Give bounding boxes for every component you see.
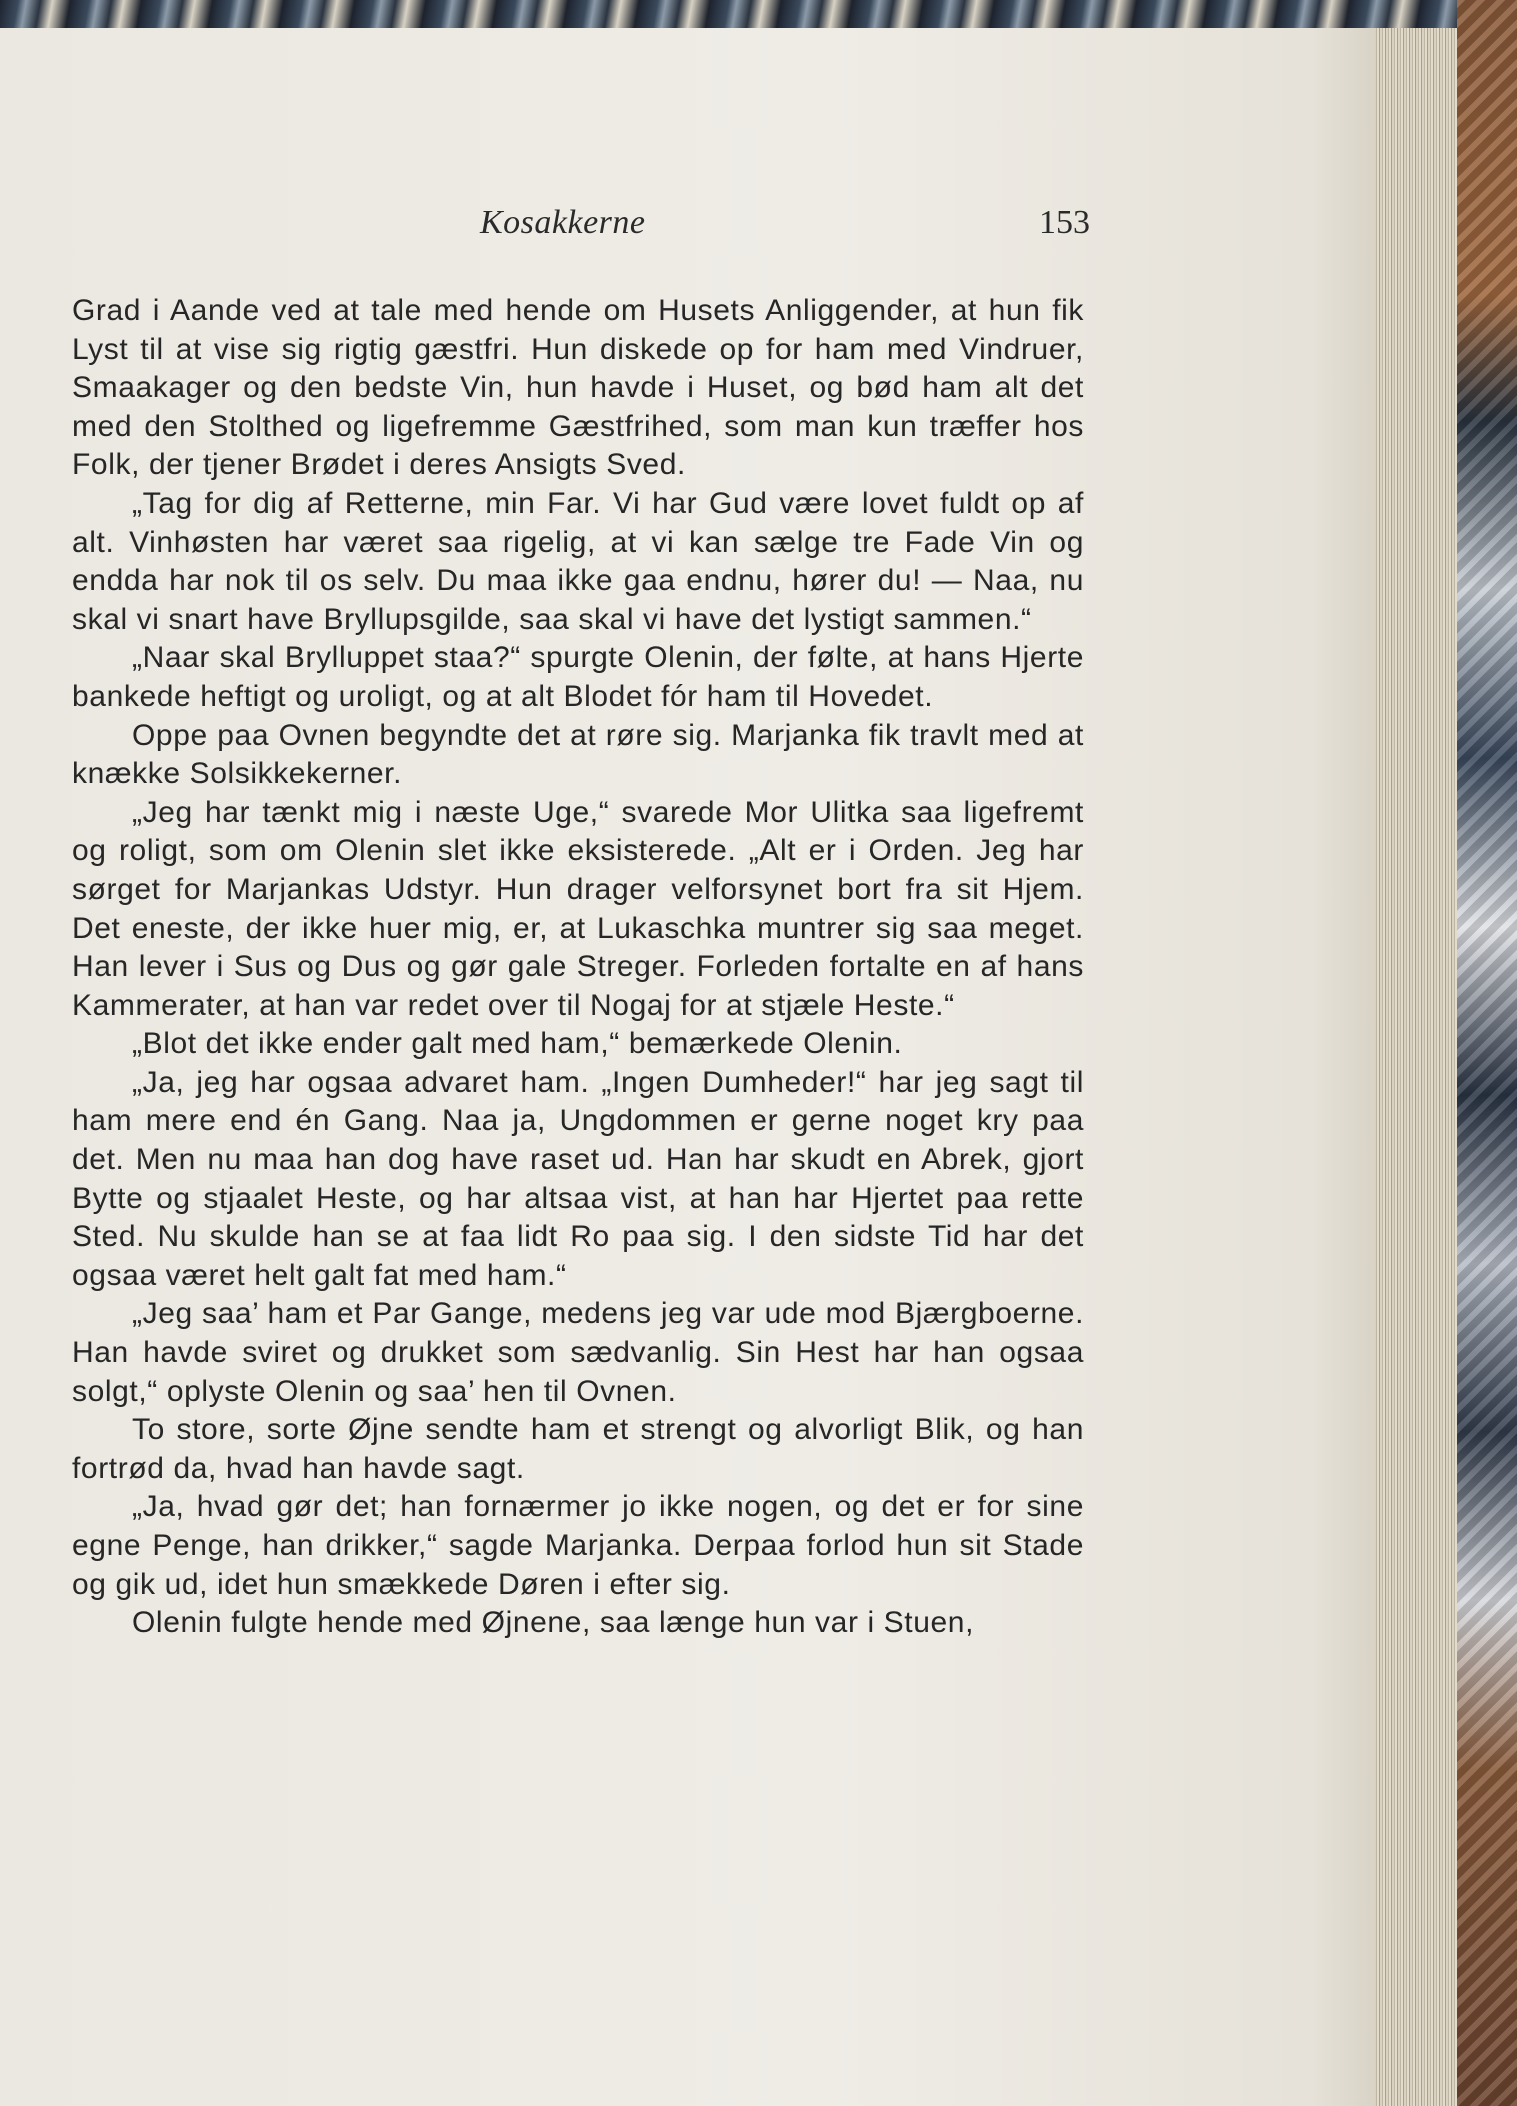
paragraph: „Blot det ikke ender galt med ham,“ bemærkede Olenin. — [132, 1027, 903, 1061]
marbled-cover-edge — [1457, 0, 1517, 2106]
paragraph: Oppe paa Ovnen begyndte det at røre sig. Marjanka fik travlt med at knække Solsikkekerner. — [72, 718, 1084, 791]
paragraph: Olenin fulgte hende med Øjnene, saa længe hun var i Stuen, — [132, 1606, 975, 1640]
paragraph: „Tag for dig af Retterne, min Far. Vi har Gud være lovet fuldt op af alt. Vinhøsten har været saa rigelig, at vi kan sælge tre Fade Vin og endda har nok til os selv. Du maa ikke gaa endnu, hører du! — Naa, nu skal vi snart have Bryllupsgilde, saa skal vi have det lystigt sammen.“ — [72, 486, 1084, 636]
marbled-top-edge — [0, 0, 1517, 30]
paragraph: „Ja, jeg har ogsaa advaret ham. „Ingen Dumheder!“ har jeg sagt til ham mere end én Gang. Naa ja, Ungdommen er gerne noget kry paa det. Men nu maa han dog have raset ud. Han har skudt en Abrek, gjort Bytte og stjaalet Heste, og har altsaa vist, at han har Hjertet paa rette Sted. Nu skulde han se at faa lidt Ro paa sig. I den sidste Tid har det ogsaa været helt galt fat med ham.“ — [72, 1065, 1084, 1292]
paragraph: „Jeg saa’ ham et Par Gange, medens jeg var ude mod Bjærgboerne. Han havde sviret og drukket som sædvanlig. Sin Hest har han ogsaa solgt,“ oplyste Olenin og saa’ hen til Ovnen. — [72, 1297, 1084, 1408]
page-edges — [1374, 28, 1459, 2106]
page-header — [70, 204, 1090, 254]
paragraph: „Jeg har tænkt mig i næste Uge,“ svarede Mor Ulitka saa ligefremt og roligt, som om Olenin slet ikke eksisterede. „Alt er i Orden. Jeg har sørget for Marjankas Udstyr. Hun drager velforsynet bort fra sit Hjem. Det eneste, der ikke huer mig, er, at Lukaschka muntrer sig saa meget. Han lever i Sus og Dus og gør gale Streger. Forleden fortalte en af hans Kammerater, at han var redet over til Nogaj for at stjæle Heste.“ — [72, 795, 1084, 1022]
paragraph: „Ja, hvad gør det; han fornærmer jo ikke nogen, og det er for sine egne Penge, han drikker,“ sagde Marjanka. Derpaa forlod hun sit Stade og gik ud, idet hun smækkede Døren i efter sig. — [72, 1490, 1084, 1601]
book-page — [0, 28, 1380, 2106]
page-number: 153 — [1039, 204, 1090, 241]
paragraph: To store, sorte Øjne sendte ham et strengt og alvorligt Blik, og han fortrød da, hvad han havde sagt. — [72, 1413, 1084, 1485]
running-title: Kosakkerne — [480, 204, 646, 241]
paragraph: „Naar skal Brylluppet staa?“ spurgte Olenin, der følte, at hans Hjerte bankede heftigt og uroligt, og at alt Blodet fór ham til Hovedet. — [72, 641, 1084, 713]
body-text — [72, 292, 1084, 1643]
paragraph: Grad i Aande ved at tale med hende om Husets Anliggender, at hun fik Lyst til at vise sig rigtig gæstfri. Hun diskede op for ham med Vindruer, Smaakager og den bedste Vin, hun havde i Huset, og bød ham alt det med den Stolthed og ligefremme Gæstfrihed, som man kun træffer hos Folk, der tjener Brødet i deres Ansigts Sved. — [72, 294, 1084, 482]
